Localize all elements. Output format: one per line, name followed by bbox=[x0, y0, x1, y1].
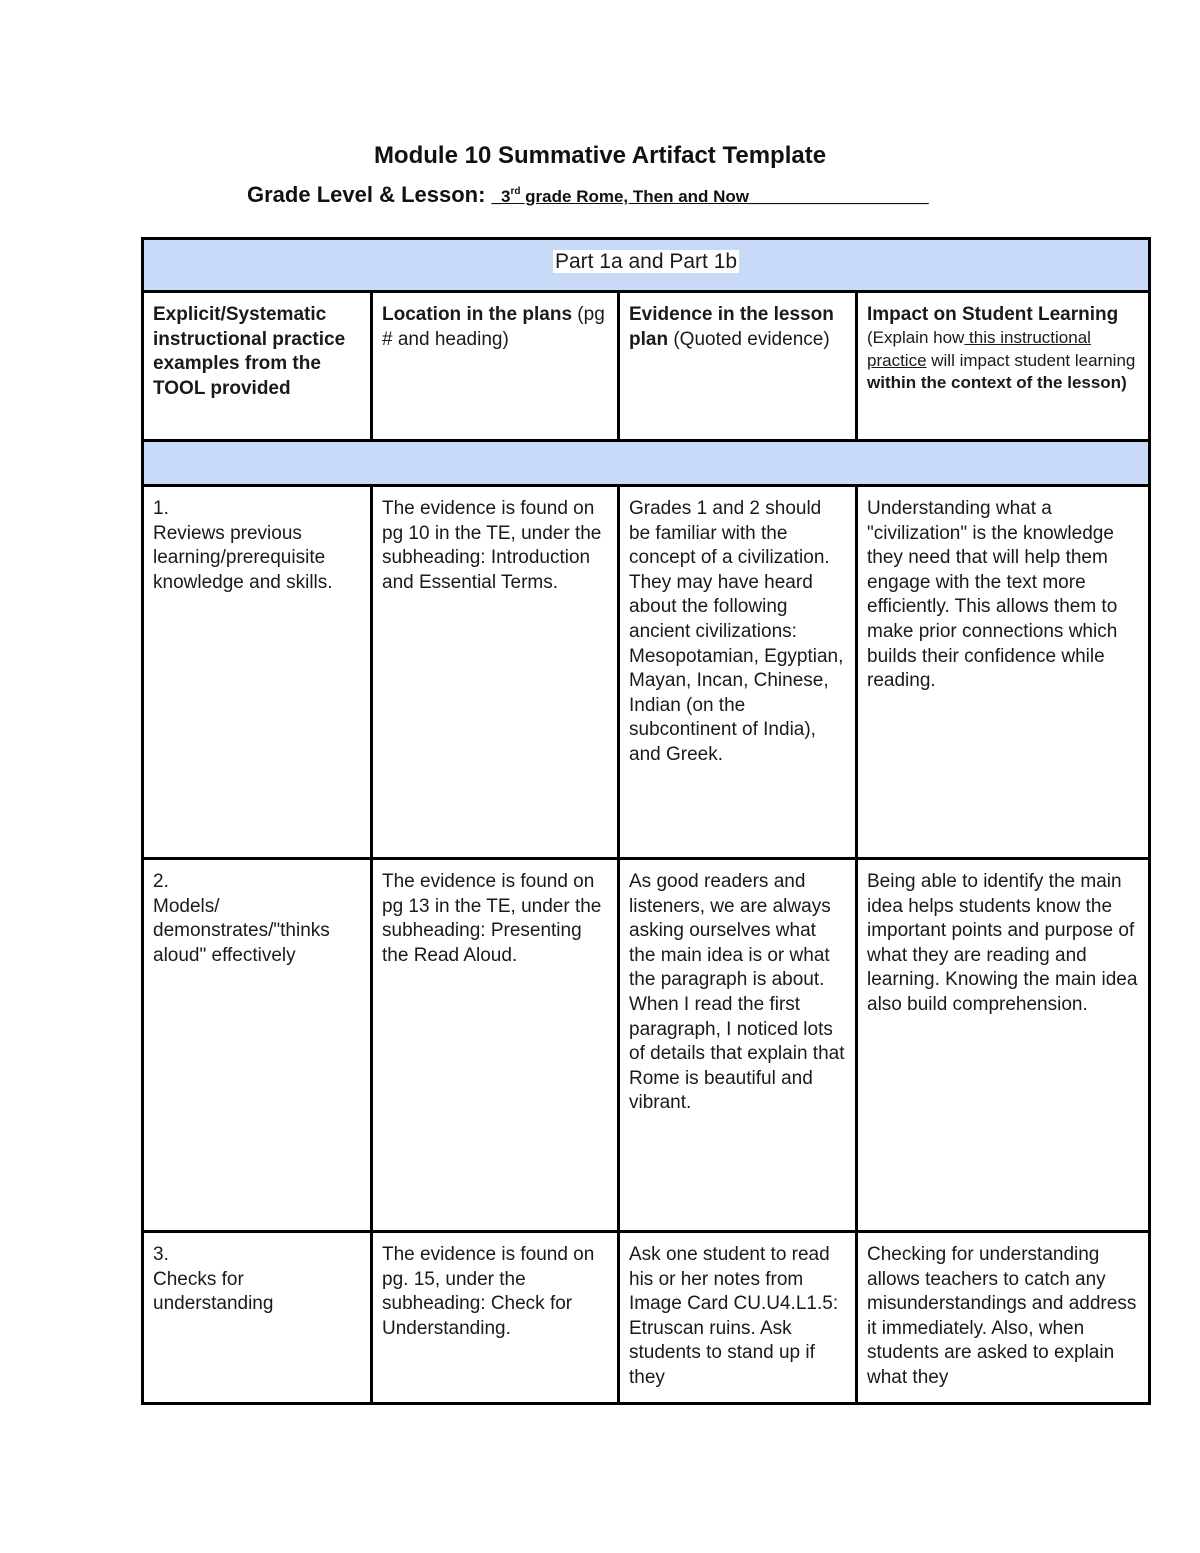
header-practice-text: Explicit/Systematic instructional practice examples from the TOOL provided bbox=[153, 304, 346, 399]
part-header-row bbox=[143, 239, 1150, 292]
blue-spacer-cell bbox=[143, 441, 1150, 486]
location-cell: The evidence is found on pg 13 in the TE, under the subheading: Presenting the Read Aloud. bbox=[372, 859, 619, 1232]
practice-text: Reviews previous learning/prerequisite knowledge and skills. bbox=[153, 522, 333, 593]
header-impact-note-3: will impact student learning bbox=[926, 350, 1136, 370]
artifact-table bbox=[141, 237, 1151, 1405]
impact-cell: Being able to identify the main idea helps students know the important points and purpose of what they are reading and learning. Knowing the main idea also build comprehension. bbox=[857, 859, 1150, 1232]
header-evidence-bold: Evidence in the lesson plan bbox=[629, 304, 834, 350]
lesson-text: grade Rome, Then and Now___________________ bbox=[520, 187, 929, 206]
row-number: 1. bbox=[153, 498, 169, 519]
part-header-label: Part 1a and Part 1b bbox=[554, 250, 738, 273]
header-location-bold: Location in the plans bbox=[382, 304, 573, 325]
evidence-cell: Ask one student to read his or her notes from Image Card CU.U4.L1.5: Etruscan ruins. Ask students to stand up if they bbox=[619, 1232, 857, 1404]
header-impact bbox=[857, 292, 1150, 441]
impact-cell: Understanding what a "civilization" is the knowledge they need that will help them engage with the text more efficiently. This allows them to make prior connections which builds their confidence while reading. bbox=[857, 486, 1150, 859]
evidence-cell: As good readers and listeners, we are always asking ourselves what the main idea is or what the paragraph is about. When I read the first paragraph, I noticed lots of details that explain that Rome is beautiful and vibrant. bbox=[619, 859, 857, 1232]
header-practice bbox=[143, 292, 372, 441]
evidence-cell: Grades 1 and 2 should be familiar with the concept of a civilization. They may have heard about the following ancient civilizations: Mesopotamian, Egyptian, Mayan, Incan, Chinese, Indian (on the subcontinent of India), and Greek. bbox=[619, 486, 857, 859]
blue-spacer-row bbox=[143, 441, 1150, 486]
lesson-name bbox=[492, 187, 929, 206]
lesson-prefix: _3 bbox=[491, 187, 511, 206]
practice-text: Checks for understanding bbox=[153, 1268, 274, 1315]
practice-text: Models/ demonstrates/"thinks aloud" effectively bbox=[153, 895, 330, 966]
table-row bbox=[143, 859, 1150, 1232]
header-location bbox=[372, 292, 619, 441]
header-impact-note-bold: within the context of the lesson) bbox=[867, 373, 1127, 392]
document-title: Module 10 Summative Artifact Template bbox=[373, 142, 827, 169]
header-evidence bbox=[619, 292, 857, 441]
header-impact-bold: Impact on Student Learning bbox=[867, 304, 1119, 325]
row-number: 2. bbox=[153, 871, 169, 892]
header-location-note: (pg # and heading) bbox=[382, 304, 605, 350]
header-evidence-note: (Quoted evidence) bbox=[668, 328, 830, 350]
table-row bbox=[143, 1232, 1150, 1404]
impact-cell: Checking for understanding allows teachers to catch any misunderstandings and address it immediately. Also, when students are asked to explain what they bbox=[857, 1232, 1150, 1404]
practice-cell bbox=[143, 859, 372, 1232]
part-header-cell bbox=[143, 239, 1150, 292]
table-row bbox=[143, 486, 1150, 859]
header-impact-note-1: (Explain how bbox=[867, 328, 965, 347]
location-cell: The evidence is found on pg 10 in the TE, under the subheading: Introduction and Essential Terms. bbox=[372, 486, 619, 859]
header-impact-note-underlined: this instructional practice bbox=[867, 328, 1091, 370]
practice-cell bbox=[143, 1232, 372, 1404]
row-number: 3. bbox=[153, 1244, 169, 1265]
grade-level-label: Grade Level & Lesson: bbox=[247, 182, 492, 207]
grade-level-line bbox=[247, 178, 929, 211]
column-header-row bbox=[143, 292, 1150, 441]
artifact-table-container bbox=[141, 237, 1148, 1405]
ordinal-suffix: rd bbox=[510, 186, 521, 197]
location-cell: The evidence is found on pg. 15, under the subheading: Check for Understanding. bbox=[372, 1232, 619, 1404]
practice-cell bbox=[143, 486, 372, 859]
